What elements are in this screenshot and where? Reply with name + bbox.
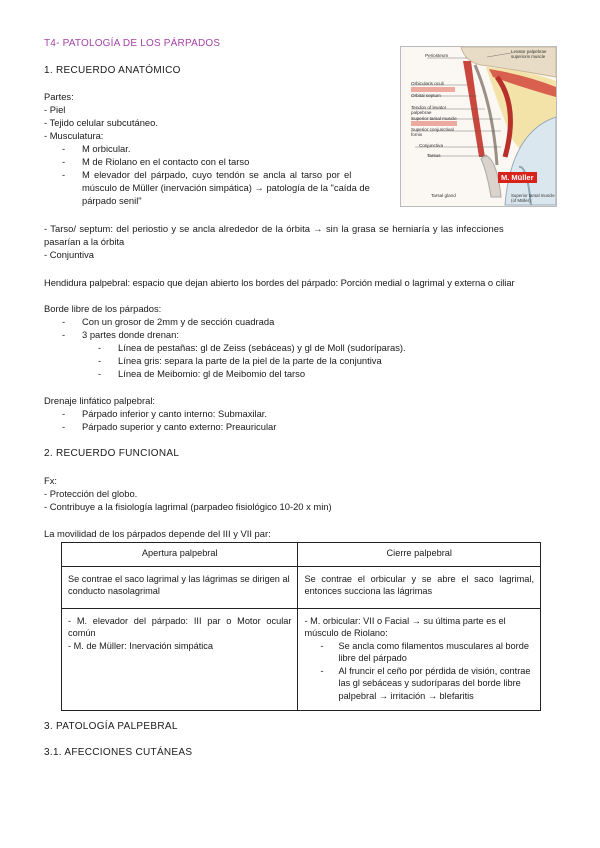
drenaje-item: - Párpado superior y canto externo: Preauricular — [62, 421, 277, 432]
table-header-cierre: Cierre palpebral — [298, 543, 541, 567]
document-title: T4- PATOLOGÍA DE LOS PÁRPADOS — [44, 38, 221, 49]
muller-badge: M. Müller — [498, 172, 537, 183]
apertura-muscle-1: - M. elevador del párpado: III par o Motor ocular común — [68, 615, 292, 638]
table-cell: Se contrae el saco lagrimal y las lágrimas se dirigen al conducto nasolagrimal — [62, 566, 298, 608]
fx-label: Fx: — [44, 475, 58, 486]
table-cell — [298, 608, 541, 711]
figure-label-tarsal-muscle: Superior tarsal muscle — [411, 116, 457, 121]
musculatura-item: - M de Riolano en el contacto con el tarso — [62, 156, 250, 167]
tarso-line-2: pasarían a la órbita — [44, 236, 125, 247]
partes-item: - Piel — [44, 104, 66, 115]
cierre-muscle: - M. orbicular: VII o Facial → su última parte es el músculo de Riolano: — [304, 615, 506, 638]
partes-label: Partes: — [44, 91, 74, 102]
apertura-muscle-2: - M. de Müller: Inervación simpática — [68, 640, 214, 651]
table-row — [62, 566, 541, 608]
borde-subitem: - Línea de pestañas: gl de Zeiss (sebáceas) y gl de Moll (sudoríparas). — [98, 342, 406, 353]
drenaje-item: - Párpado inferior y canto interno: Submaxilar. — [62, 408, 267, 419]
tarso-line-1: - Tarso/ septum: del periostio y se ancla alrededor de la órbita → sin la grasa se herniaría y las infecciones — [44, 223, 504, 234]
musculatura-list — [62, 142, 392, 207]
borde-label: Borde libre de los párpados: — [44, 303, 162, 314]
figure-label-orbicularis: Orbicularis oculi — [411, 81, 444, 86]
figure-label-tarsal-gland: Tarsal gland — [431, 193, 456, 198]
borde-subitem: - Línea gris: separa la parte de la piel de la parte de la conjuntiva — [98, 355, 382, 366]
figure-label-periosteum: Periosteum — [425, 53, 449, 58]
borde-subitem: - Línea de Meibomio: gl de Meibomio del tarso — [98, 368, 306, 379]
musculatura-item: - M elevador del párpado, cuyo tendón se ancla al tarso por el — [62, 169, 352, 180]
movilidad-text: La movilidad de los párpados depende del III y VII par: — [44, 528, 271, 539]
partes-item: - Tejido celular subcutáneo. — [44, 117, 158, 128]
drenaje-list — [62, 407, 276, 433]
musculatura-item: - M orbicular. — [62, 143, 131, 154]
section-3-1-heading: 3.1. AFECCIONES CUTÁNEAS — [44, 747, 193, 758]
partes-item: - Musculatura: — [44, 130, 104, 141]
figure-label-conjunctiva: Conjunctiva — [419, 143, 444, 148]
borde-item: - Con un grosor de 2mm y de sección cuadrada — [62, 316, 275, 327]
conjuntiva-item: - Conjuntiva — [44, 249, 95, 260]
figure-label-fornix: Superior conjunctival fornix — [411, 127, 454, 137]
borde-sublist — [98, 341, 406, 380]
cierre-subitem: - Se ancla como filamentos musculares al borde libre del párpado — [320, 640, 529, 663]
musculatura-item-cont: párpado senil" — [82, 195, 142, 206]
figure-label-muller: Superior tarsal muscle (of Müller) — [511, 193, 555, 203]
borde-list — [62, 315, 274, 341]
drenaje-label: Drenaje linfático palpebral: — [44, 395, 156, 406]
borde-item: - 3 partes donde drenan: — [62, 329, 179, 340]
cierre-subitem: - Al fruncir el ceño por pérdida de visión, contrae las gl sebáceas y sudoríparas del borde libre palpebral → irritación → blefaritis — [320, 665, 531, 701]
figure-label-levator: Levator palpebrae superioris muscle — [511, 49, 547, 59]
section-2-heading: 2. RECUERDO FUNCIONAL — [44, 448, 180, 459]
table-header-row — [62, 543, 541, 567]
figure-label-tendon: Tendon of levator palpebrae — [411, 105, 447, 115]
eyelid-anatomy-figure — [400, 46, 557, 207]
musculatura-item-cont: músculo de Müller (inervación simpática) → patología de la "caída de — [82, 182, 370, 193]
table-header-apertura: Apertura palpebral — [62, 543, 298, 567]
section-1-heading: 1. RECUERDO ANATÓMICO — [44, 65, 181, 76]
hendidura-paragraph: Hendidura palpebral: espacio que dejan abierto los bordes del párpado: Porción medial o lagrimal y externa o ciliar — [44, 277, 515, 288]
fx-item: - Contribuye a la fisiología lagrimal (parpadeo fisiológico 10-20 x min) — [44, 501, 332, 512]
movilidad-table — [61, 542, 541, 711]
table-cell: Se contrae el orbicular y se abre el saco lagrimal, entonces succiona las lágrimas — [298, 566, 541, 608]
table-cell — [62, 608, 298, 711]
figure-label-septum: Orbital septum — [411, 93, 441, 98]
section-3-heading: 3. PATOLOGÍA PALPEBRAL — [44, 721, 178, 732]
figure-label-tarsus: Tarsus — [427, 153, 441, 158]
fx-item: - Protección del globo. — [44, 488, 138, 499]
table-row — [62, 608, 541, 711]
